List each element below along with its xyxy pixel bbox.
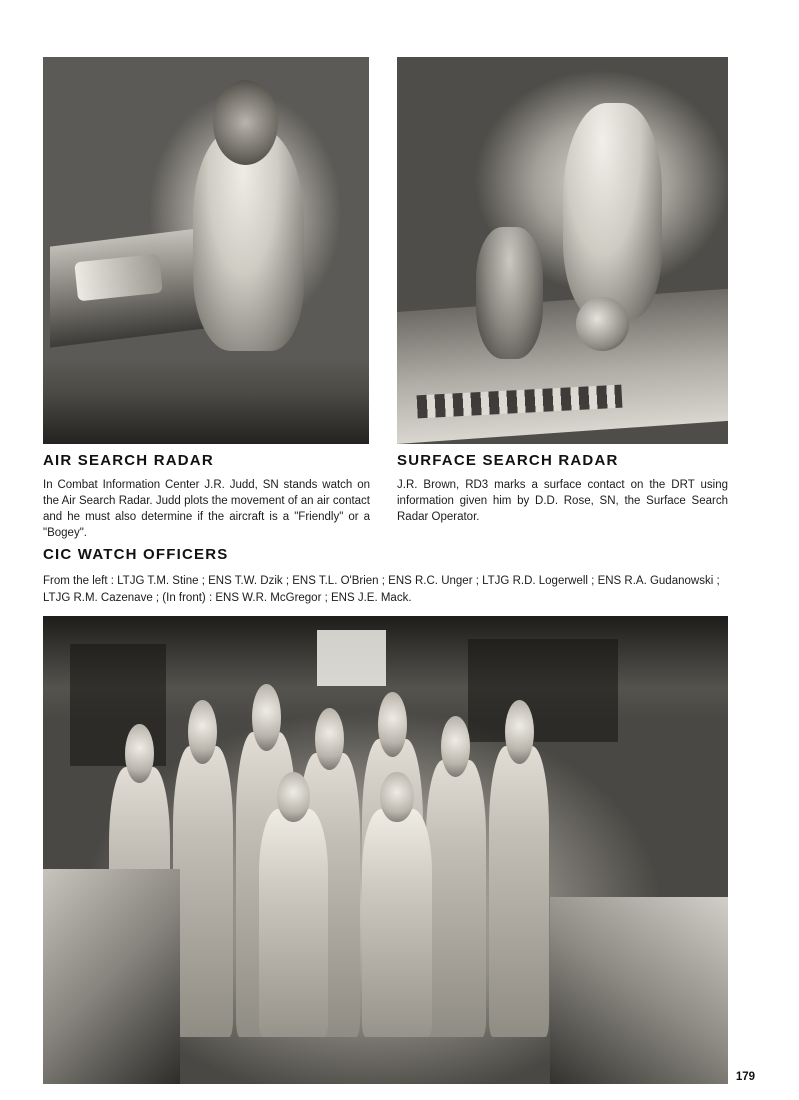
photo-officers-front-figure bbox=[259, 809, 328, 1038]
photo-officers-figure bbox=[173, 746, 233, 1037]
photo-air-sailor-head bbox=[213, 80, 278, 165]
caption-cic-watch-officers: From the left : LTJG T.M. Stine ; ENS T.W. Dzik ; ENS T.L. O'Brien ; ENS R.C. Unger ; LTJG R.D. Logerwell ; ENS R.A. Gudanowski ; LTJG R.M. Cazenave ; (In front) : ENS W.R. McGregor ; ENS J.E. Mack. bbox=[43, 575, 720, 604]
photo-officers-equipment-left bbox=[43, 869, 180, 1084]
photo-surface-sailor-figure bbox=[563, 103, 662, 320]
photo-surface-plotting-table bbox=[397, 289, 728, 444]
photo-officers-figure bbox=[489, 746, 549, 1037]
photo-officers-figure bbox=[426, 760, 486, 1037]
photo-air-foreground-shadow bbox=[43, 359, 369, 444]
photo-surface-drt-reel bbox=[576, 297, 629, 351]
photo-officers-front-figure bbox=[362, 809, 431, 1038]
photo-officers-equipment-right bbox=[550, 897, 728, 1084]
caption-surface-search-radar: J.R. Brown, RD3 marks a surface contact on the DRT using information given him by D.D. Rose, SN, the Surface Search Radar Operator. bbox=[397, 479, 728, 523]
photo-surface-search-radar bbox=[397, 57, 728, 444]
photo-officers-status-board bbox=[317, 630, 386, 686]
headline-cic-watch-officers: CIC WATCH OFFICERS bbox=[43, 546, 229, 563]
caption-air-search-radar: In Combat Information Center J.R. Judd, SN stands watch on the Air Search Radar. Judd plots the movement of an air contact and he must also determine if the aircraft is a "Friendly" or a "Bogey". bbox=[43, 479, 370, 539]
photo-air-search-radar bbox=[43, 57, 369, 444]
headline-surface-search-radar: SURFACE SEARCH RADAR bbox=[397, 452, 619, 469]
headline-air-search-radar: AIR SEARCH RADAR bbox=[43, 452, 214, 469]
photo-surface-second-sailor bbox=[476, 227, 542, 359]
page-number: 179 bbox=[735, 1071, 755, 1083]
photo-cic-watch-officers bbox=[43, 616, 728, 1084]
